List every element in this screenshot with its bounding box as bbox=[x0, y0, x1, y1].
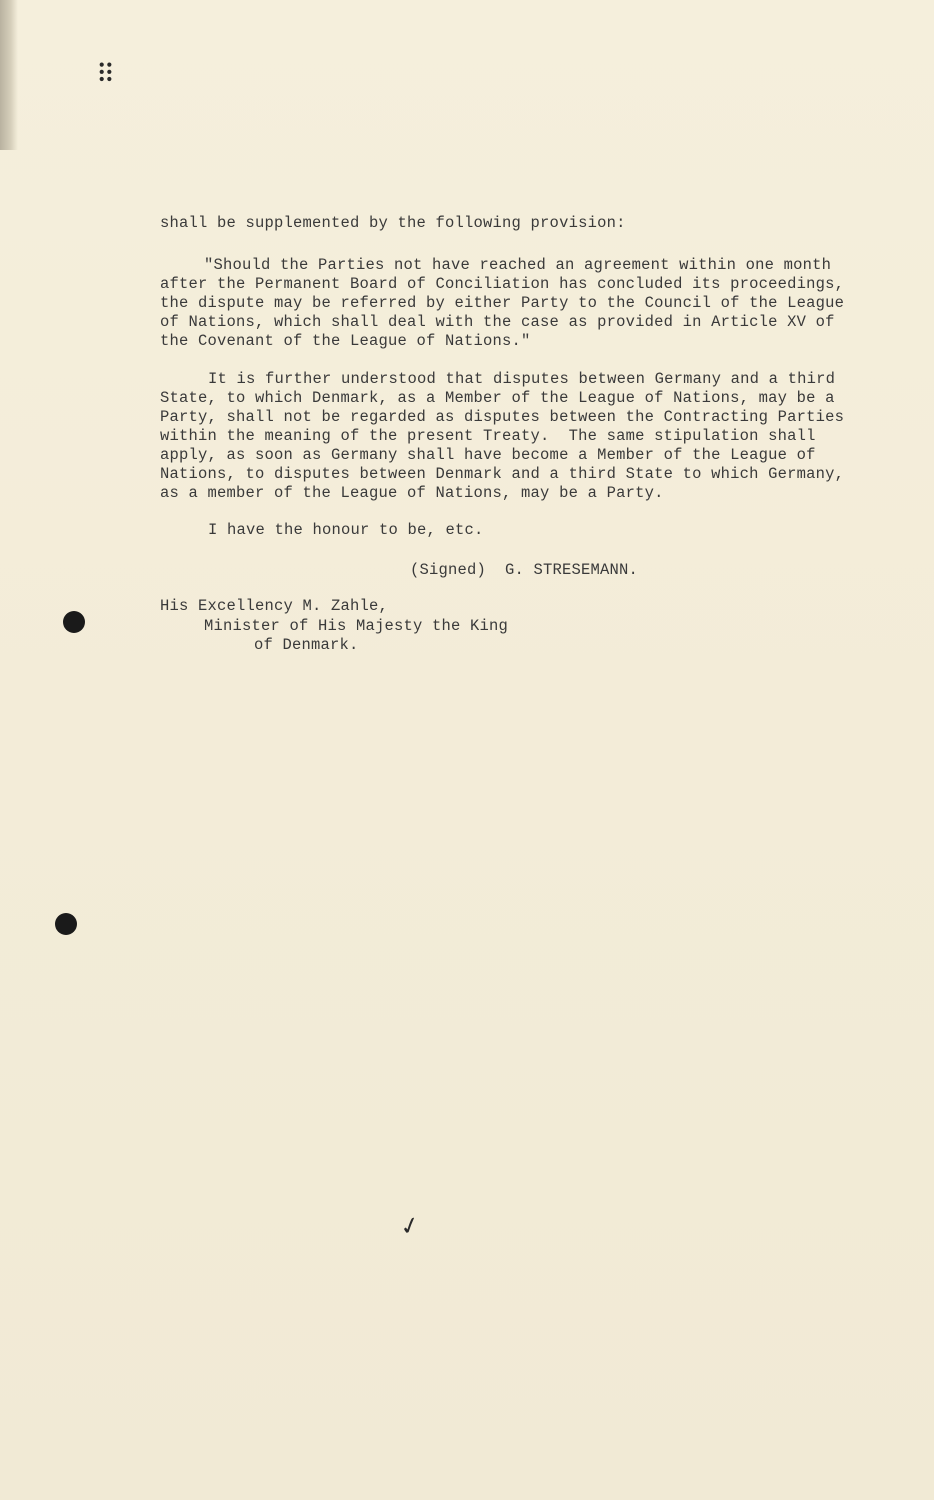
punch-hole-bottom bbox=[55, 913, 77, 935]
closing-line: I have the honour to be, etc. bbox=[208, 521, 484, 539]
addressee-line: Minister of His Majesty the King bbox=[204, 617, 509, 635]
paragraph-line: as a member of the League of Nations, may be a Party. bbox=[160, 484, 664, 502]
intro-line: shall be supplemented by the following provision: bbox=[160, 214, 626, 232]
provision-line: of Nations, which shall deal with the case as provided in Article XV of bbox=[160, 313, 835, 331]
provision-line: after the Permanent Board of Conciliation has concluded its proceedings, bbox=[160, 275, 845, 293]
paragraph-line: Party, shall not be regarded as disputes between the Contracting Parties bbox=[160, 408, 845, 426]
provision-line: the dispute may be referred by either Party to the Council of the League bbox=[160, 294, 845, 312]
provision-line: the Covenant of the League of Nations." bbox=[160, 332, 531, 350]
signature-line: (Signed) G. STRESEMANN. bbox=[410, 561, 639, 579]
addressee-line: His Excellency M. Zahle, bbox=[160, 597, 389, 615]
punch-hole-top bbox=[63, 611, 85, 633]
page-edge-shadow bbox=[0, 0, 18, 150]
paragraph-line: apply, as soon as Germany shall have become a Member of the League of bbox=[160, 446, 816, 464]
paragraph-line: Nations, to disputes between Denmark and a third State to which Germany, bbox=[160, 465, 845, 483]
paragraph-line: It is further understood that disputes between Germany and a third bbox=[208, 370, 836, 388]
paragraph-line: State, to which Denmark, as a Member of the League of Nations, may be a bbox=[160, 389, 835, 407]
paragraph-line: within the meaning of the present Treaty. The same stipulation shall bbox=[160, 427, 816, 445]
pencil-tick-mark: ✓ bbox=[396, 1209, 424, 1243]
addressee-line: of Denmark. bbox=[254, 636, 359, 654]
corner-mark: ⠿ bbox=[96, 60, 116, 90]
provision-line: "Should the Parties not have reached an agreement within one month bbox=[204, 256, 832, 274]
